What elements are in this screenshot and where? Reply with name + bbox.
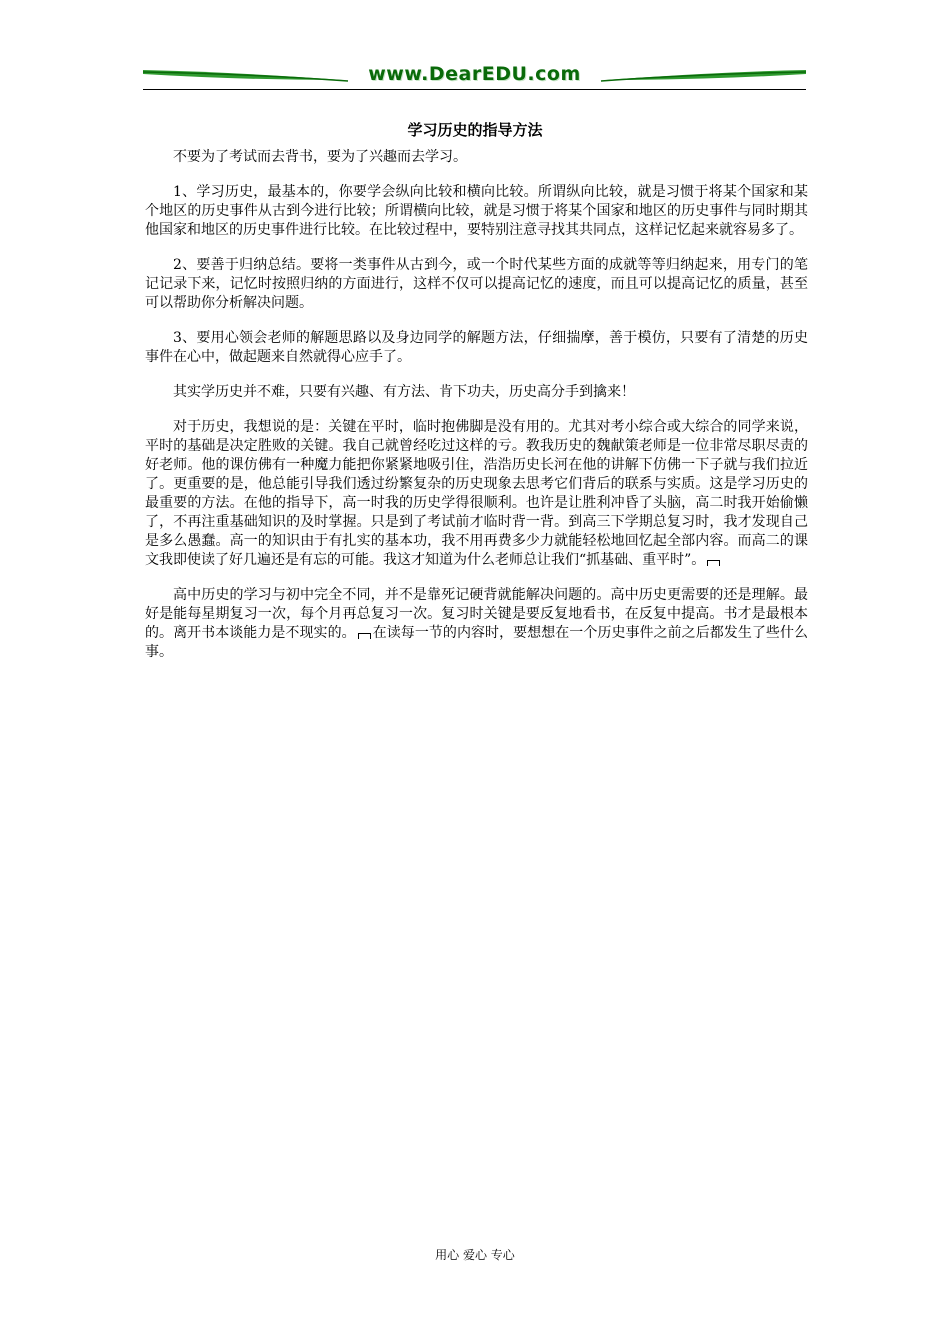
paragraph-6 bbox=[145, 586, 808, 662]
header-divider bbox=[143, 89, 806, 90]
paragraph-6-text-b: 在读每一节的内容时，要想想在一个历史事件之前之后都发生了些什么事。 bbox=[145, 625, 809, 660]
paragraph-6-text-a: 高中历史的学习与初中完全不同，并不是靠死记硬背就能解决问题的。高中历史更需要的还是理解。最好是能每星期复习一次，每个月再总复习一次。复习时关键是要反复地看书，在反复中提高。书才是最根本的。离开书本谈能力是不现实的。 bbox=[145, 587, 808, 641]
intro-paragraph: 不要为了考试而去背书，要为了兴趣而去学习。 bbox=[173, 149, 467, 165]
space-mark-icon bbox=[707, 560, 720, 566]
paragraph-5-text: 对于历史，我想说的是：关键在平时，临时抱佛脚是没有用的。尤其对考小综合或大综合的同学来说，平时的基础是决定胜败的关键。我自己就曾经吃过这样的亏。教我历史的魏献策老师是一位非常尽职尽责的好老师。他的课仿佛有一种魔力能把你紧紧地吸引住，浩浩历史长河在他的讲解下仿佛一下子就与我们拉近了。更重要的是，他总能引导我们透过纷繁复杂的历史现象去思考它们背后的联系与实质。这是学习历史的最重要的方法。在他的指导下，高一时我的历史学得很顺利。也许是让胜利冲昏了头脑，高二时我开始偷懒了，不再注重基础知识的及时掌握。只是到了考试前才临时背一背。到高三下学期总复习时，我才发现自己是多么愚蠢。高一的知识由于有扎实的基本功，我不用再费多少力就能轻松地回忆起全部内容。而高二的课文我即使读了好几遍还是有忘的可能。我这才知道为什么老师总让我们“抓基础、重平时”。 bbox=[145, 419, 808, 568]
site-logo: www.DearEDU.com bbox=[368, 63, 581, 85]
document-title: 学习历史的指导方法 bbox=[407, 121, 543, 139]
paragraph-4: 其实学历史并不难，只要有兴趣、有方法、肯下功夫，历史高分手到擒来！ bbox=[173, 384, 635, 400]
paragraph-2: 2、要善于归纳总结。要将一类事件从古到今，或一个时代某些方面的成就等等归纳起来，用专门的笔记记录下来，记忆时按照归纳的方面进行，这样不仅可以提高记忆的速度，而且可以提高记忆的质量，甚至可以帮助你分析解决问题。 bbox=[145, 257, 808, 311]
page-footer: 用心 爱心 专心 bbox=[435, 1248, 515, 1262]
paragraph-1: 1、学习历史，最基本的，你要学会纵向比较和横向比较。所谓纵向比较，就是习惯于将某个国家和某个地区的历史事件从古到今进行比较；所谓横向比较，就是习惯于将某个国家和地区的历史事件与同时期其他国家和地区的历史事件进行比较。在比较过程中，要特别注意寻找其共同点，这样记忆起来就容易多了。 bbox=[145, 184, 808, 238]
space-mark-icon bbox=[358, 633, 371, 639]
document-body bbox=[145, 148, 808, 678]
paragraph-5 bbox=[145, 418, 808, 570]
paragraph-3: 3、要用心领会老师的解题思路以及身边同学的解题方法，仔细揣摩，善于模仿，只要有了清楚的历史事件在心中，做起题来自然就得心应手了。 bbox=[145, 330, 808, 365]
